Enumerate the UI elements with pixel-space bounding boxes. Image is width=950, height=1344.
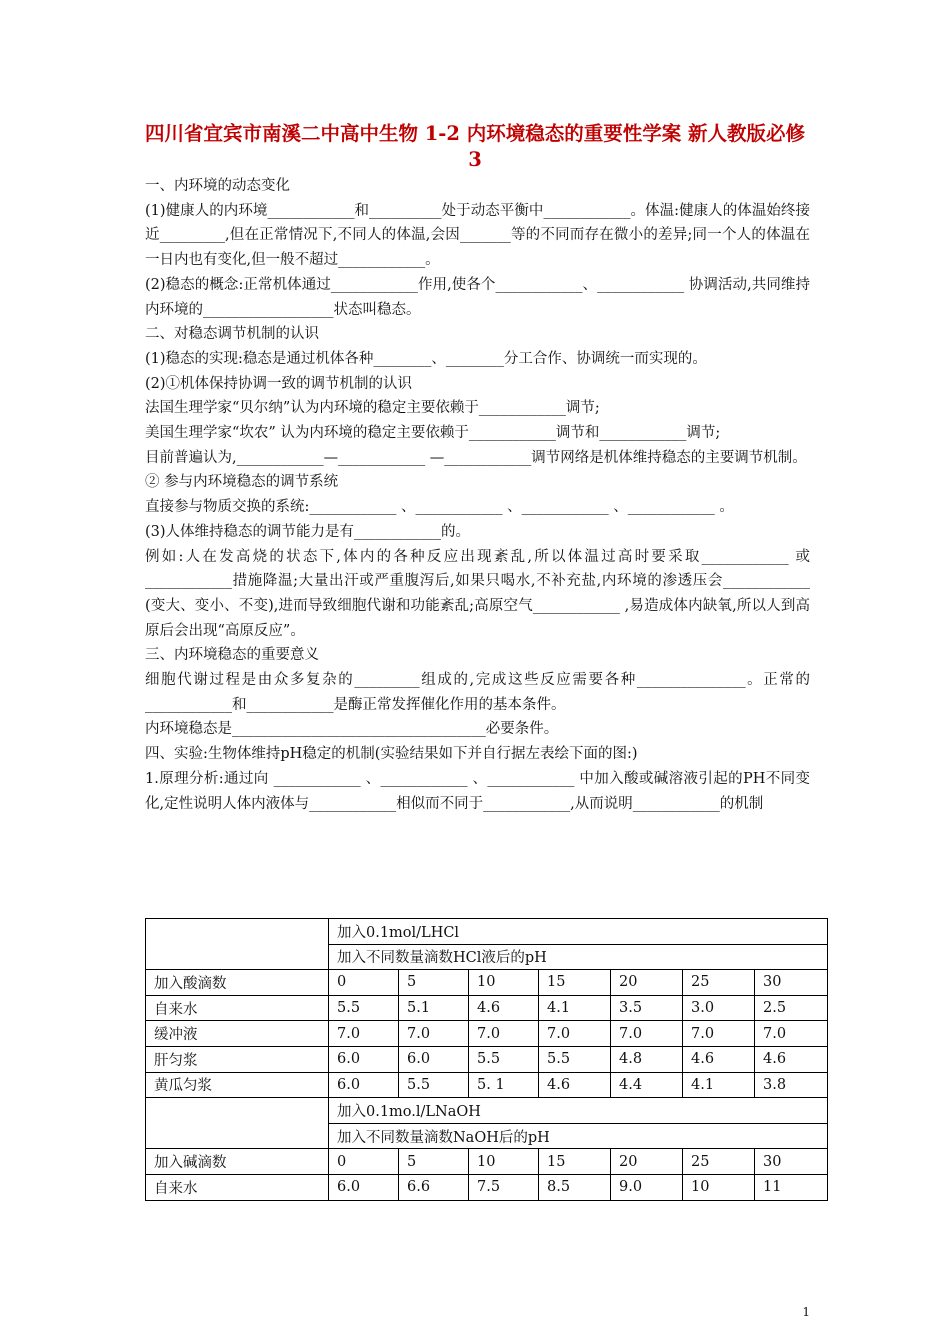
table-row xyxy=(146,1021,828,1047)
table-cell: 6.6 xyxy=(399,1174,469,1200)
table-cell: 4.6 xyxy=(683,1046,755,1072)
paragraph: 法国生理学家“贝尔纳”认为内环境的稳定主要依赖于____________调节; xyxy=(145,400,600,417)
page-number: 1 xyxy=(802,1305,810,1319)
table-cell: 5 xyxy=(399,970,469,996)
worksheet-body xyxy=(145,174,810,816)
table-cell: 2.5 xyxy=(755,995,828,1021)
paragraph: (1)健康人的内环境____________和__________处于动态平衡中____________。体温:健康人的体温始终接近_________,但在正常情况下,不同人的体温,会因_______等的不同而存在微小的差异;同一个人的体温在一日内也有变化,但一般不超过____________。 xyxy=(145,202,810,269)
table-cell: 7.0 xyxy=(329,1021,399,1047)
table-cell: 7.0 xyxy=(399,1021,469,1047)
paragraph: (1)稳态的实现:稳态是通过机体各种________、________分工合作、协调统一而实现的。 xyxy=(145,350,707,367)
page-title: 四川省宜宾市南溪二中高中生物 1-2 内环境稳态的重要性学案 新人教版必修3 xyxy=(144,122,806,171)
row-label: 自来水 xyxy=(146,995,329,1021)
table-cell: 4.6 xyxy=(469,995,539,1021)
section-heading: 四、实验:生物体维持pH稳定的机制(实验结果如下并自行据左表绘下面的图:) xyxy=(145,746,638,763)
table-cell: 10 xyxy=(683,1174,755,1200)
table-cell: 7.0 xyxy=(469,1021,539,1047)
table-cell: 25 xyxy=(683,970,755,996)
paragraph: (3)人体维持稳态的调节能力是有____________的。 xyxy=(145,523,471,540)
section-heading: 三、内环境稳态的重要意义 xyxy=(145,647,319,664)
table-cell: 7.0 xyxy=(755,1021,828,1047)
base-subheader: 加入不同数量滴数NaOH后的pH xyxy=(329,1123,828,1149)
table-row xyxy=(146,1072,828,1098)
table-cell: 6.0 xyxy=(329,1174,399,1200)
table-cell: 20 xyxy=(611,970,683,996)
table-cell: 6.0 xyxy=(329,1072,399,1098)
paragraph: 内环境稳态是___________________________________必要条件。 xyxy=(145,721,559,738)
table-cell: 15 xyxy=(539,970,611,996)
paragraph: 目前普遍认为,____________—____________ —____________调节网络是机体维持稳态的主要调节机制。 xyxy=(145,449,807,466)
table-row xyxy=(146,970,828,996)
acid-header: 加入0.1mol/LHCl xyxy=(329,919,828,945)
table-cell: 25 xyxy=(683,1149,755,1175)
section-heading: 二、对稳态调节机制的认识 xyxy=(145,326,319,343)
table-row xyxy=(146,1046,828,1072)
table-cell: 7.5 xyxy=(469,1174,539,1200)
table-cell: 4.1 xyxy=(683,1072,755,1098)
table-cell: 0 xyxy=(329,970,399,996)
table-cell: 5.1 xyxy=(399,995,469,1021)
table-cell: 0 xyxy=(329,1149,399,1175)
table-cell: 5 xyxy=(399,1149,469,1175)
paragraph: 细胞代谢过程是由众多复杂的_________组成的,完成这些反应需要各种_______________。正常的____________和____________是酶正常发挥催化作用的基本条件。 xyxy=(145,672,810,713)
section-heading: 一、内环境的动态变化 xyxy=(145,178,290,194)
paragraph: 例如:人在发高烧的状态下,体内的各种反应出现紊乱,所以体温过高时要采取____________ 或____________措施降温;大量出汗或严重腹泻后,如果只喝水,不补充盐,内环境的渗透压会____________ (变大、变小、不变),进而导致细胞代谢和功能紊乱;高原空气____________ ,易造成体内缺氧,所以人到高原后会出现“高原反应”。 xyxy=(145,548,810,639)
paragraph: 美国生理学家“坎农” 认为内环境的稳定主要依赖于____________调节和____________调节; xyxy=(145,425,721,442)
table-cell: 4.6 xyxy=(539,1072,611,1098)
table-cell xyxy=(146,1098,329,1149)
table-row xyxy=(146,1098,828,1124)
table-cell: 30 xyxy=(755,970,828,996)
table-cell: 20 xyxy=(611,1149,683,1175)
table-cell: 5.5 xyxy=(469,1046,539,1072)
table-cell: 3.5 xyxy=(611,995,683,1021)
row-label: 加入碱滴数 xyxy=(146,1149,329,1175)
table-cell: 11 xyxy=(755,1174,828,1200)
table-row xyxy=(146,995,828,1021)
paragraph: ② 参与内环境稳态的调节系统 xyxy=(145,474,339,491)
table-cell: 4.8 xyxy=(611,1046,683,1072)
acid-subheader: 加入不同数量滴数HCl液后的pH xyxy=(329,944,828,970)
row-label: 黄瓜匀浆 xyxy=(146,1072,329,1098)
ph-results-table xyxy=(145,918,828,1201)
table-row xyxy=(146,919,828,945)
table-cell: 15 xyxy=(539,1149,611,1175)
paragraph: (2)稳态的概念:正常机体通过____________作用,使各个____________、____________ 协调活动,共同维持内环境的__________________状态叫稳态。 xyxy=(145,276,810,318)
table-cell xyxy=(146,919,329,970)
table-cell: 4.6 xyxy=(755,1046,828,1072)
table-cell: 4.1 xyxy=(539,995,611,1021)
table-row xyxy=(146,1174,828,1200)
row-label: 自来水 xyxy=(146,1174,329,1200)
table-cell: 8.5 xyxy=(539,1174,611,1200)
table-row xyxy=(146,1149,828,1175)
paragraph: 直接参与物质交换的系统:____________ 、____________ 、____________ 、____________ 。 xyxy=(145,499,734,516)
table-cell: 4.4 xyxy=(611,1072,683,1098)
paragraph: (2)①机体保持协调一致的调节机制的认识 xyxy=(145,375,413,392)
table-cell: 3.8 xyxy=(755,1072,828,1098)
row-label: 肝匀浆 xyxy=(146,1046,329,1072)
table-cell: 5.5 xyxy=(399,1072,469,1098)
table-cell: 6.0 xyxy=(399,1046,469,1072)
table-cell: 10 xyxy=(469,1149,539,1175)
base-header: 加入0.1mo.l/LNaOH xyxy=(329,1098,828,1124)
row-label: 加入酸滴数 xyxy=(146,970,329,996)
table-cell: 7.0 xyxy=(539,1021,611,1047)
table-cell: 3.0 xyxy=(683,995,755,1021)
table-cell: 5. 1 xyxy=(469,1072,539,1098)
row-label: 缓冲液 xyxy=(146,1021,329,1047)
table-cell: 7.0 xyxy=(611,1021,683,1047)
table-cell: 6.0 xyxy=(329,1046,399,1072)
paragraph: 1.原理分析:通过向 ____________ 、____________ 、____________ 中加入酸或碱溶液引起的PH不同变化,定性说明人体内液体与____________相似而不同于____________,从而说明____________的机制 xyxy=(145,770,810,812)
table-cell: 5.5 xyxy=(539,1046,611,1072)
table-cell: 5.5 xyxy=(329,995,399,1021)
table-cell: 10 xyxy=(469,970,539,996)
table-cell: 9.0 xyxy=(611,1174,683,1200)
table-cell: 30 xyxy=(755,1149,828,1175)
table-cell: 7.0 xyxy=(683,1021,755,1047)
